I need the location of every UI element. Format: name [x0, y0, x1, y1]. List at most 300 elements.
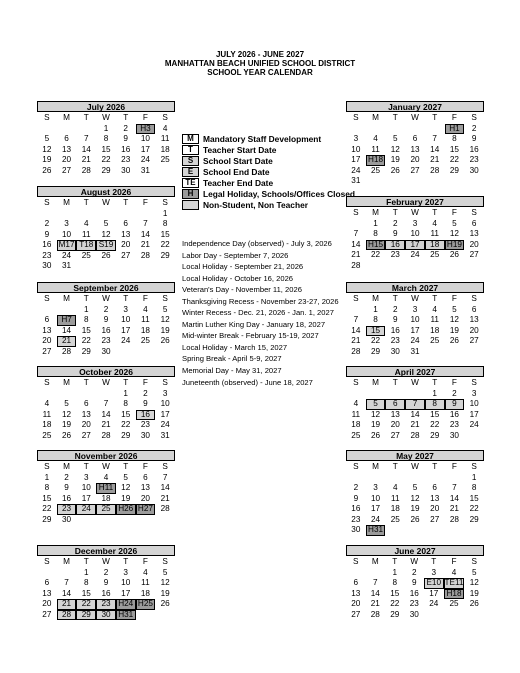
day-cell: 14: [101, 409, 111, 419]
day-cell: 8: [103, 134, 109, 143]
day-cell: 12: [101, 229, 111, 239]
day-cell: H27: [136, 504, 156, 515]
day-cell: 6: [64, 134, 69, 143]
day-cell: 23: [101, 336, 111, 345]
day-cell: 14: [351, 239, 361, 249]
weekday-header: M: [63, 557, 70, 566]
day-cell: 25: [351, 430, 361, 440]
title-line-2: MANHATTAN BEACH UNIFIED SCHOOL DISTRICT: [164, 59, 356, 68]
day-cell: 9: [44, 229, 50, 239]
weekday-header: T: [392, 378, 398, 387]
day-cell: 9: [393, 315, 398, 324]
month-calendar: [346, 196, 484, 271]
day-cell: 29: [101, 165, 111, 175]
blank-cell: [37, 568, 57, 579]
day-cell: 14: [62, 588, 72, 598]
day-cell: 1: [392, 567, 398, 577]
day-cell: 5: [44, 134, 50, 143]
blank-cell: [425, 124, 445, 135]
day-cell: 20: [121, 240, 131, 249]
day-cell: 2: [471, 123, 477, 133]
day-cell: 15: [42, 493, 52, 503]
weekday-header: S: [44, 198, 50, 207]
weekday-header: F: [142, 198, 148, 207]
blank-cell: [346, 568, 366, 579]
month-grid: [346, 378, 484, 441]
day-cell: 21: [410, 420, 420, 429]
weekday-header: T: [123, 198, 129, 207]
month-calendar: [37, 545, 175, 620]
day-cell: 18: [430, 325, 440, 335]
day-cell: 5: [123, 472, 128, 482]
day-cell: 23: [96, 599, 116, 610]
blank-cell: [57, 568, 77, 579]
day-cell: 5: [452, 304, 457, 314]
month-calendar: [37, 450, 175, 525]
day-cell: 7: [405, 399, 425, 410]
day-cell: 22: [469, 504, 479, 513]
holiday-item: Thanksgiving Recess - November 23-27, 2026: [182, 296, 339, 306]
month-title: June 2027: [346, 545, 484, 556]
day-cell: 21: [430, 155, 440, 164]
day-cell: 13: [42, 325, 52, 335]
day-cell: 27: [469, 336, 479, 345]
month-grid: [346, 113, 484, 187]
day-cell: 17: [469, 409, 479, 419]
day-cell: 24: [121, 336, 131, 345]
day-cell: 14: [370, 588, 380, 598]
legend-text: Non-Student, Non Teacher: [203, 199, 308, 210]
day-cell: 5: [412, 483, 418, 492]
day-cell: 1: [373, 218, 378, 228]
day-cell: 25: [96, 504, 116, 515]
day-cell: 3: [373, 483, 378, 492]
weekday-header: F: [451, 557, 457, 566]
blank-cell: [385, 473, 405, 484]
day-cell: 27: [62, 165, 72, 175]
day-cell: 25: [42, 430, 52, 440]
day-cell: 9: [411, 578, 417, 587]
day-cell: 5: [452, 218, 457, 228]
day-cell: 13: [410, 144, 420, 154]
day-cell: 2: [123, 123, 128, 133]
day-cell: 2: [452, 388, 457, 398]
day-cell: 26: [160, 336, 170, 345]
day-cell: 28: [160, 504, 170, 513]
day-cell: 16: [42, 240, 52, 249]
holiday-item: Veteran's Day - November 11, 2026: [182, 285, 302, 295]
day-cell: 8: [373, 315, 378, 324]
day-cell: 4: [373, 134, 378, 143]
day-cell: 25: [371, 165, 381, 175]
day-cell: 7: [353, 229, 359, 238]
month-title: November 2026: [37, 450, 175, 461]
day-cell: 28: [140, 250, 150, 260]
weekday-header: F: [142, 557, 148, 566]
day-cell: 22: [76, 599, 96, 610]
weekday-header: T: [392, 113, 398, 122]
legend-swatch: [182, 200, 199, 210]
day-cell: 2: [411, 567, 417, 577]
legend-code: E: [182, 167, 199, 177]
weekday-header: S: [471, 378, 477, 387]
blank-cell: [37, 209, 57, 220]
day-cell: H19: [445, 240, 465, 251]
day-cell: 24: [76, 504, 96, 515]
month-grid: [37, 113, 175, 176]
day-cell: 5: [162, 304, 168, 314]
day-cell: 4: [84, 219, 89, 228]
day-cell: 6: [44, 578, 50, 587]
day-cell: 10: [140, 134, 150, 143]
day-cell: 25: [430, 250, 440, 259]
blank-cell: [76, 124, 96, 135]
month-grid: [346, 208, 484, 271]
day-cell: 8: [392, 578, 398, 587]
day-cell: 24: [62, 250, 72, 260]
weekday-header: M: [372, 113, 379, 122]
day-cell: 13: [390, 409, 400, 419]
day-cell: 7: [143, 219, 148, 228]
day-cell: 4: [162, 123, 168, 133]
holiday-item: Winter Recess - Dec. 21, 2026 - Jan. 1, 2027: [182, 308, 334, 318]
day-cell: 22: [371, 336, 381, 345]
day-cell: 18: [351, 420, 361, 429]
day-cell: 16: [121, 144, 131, 154]
day-cell: 18: [101, 493, 111, 503]
month-calendar: [346, 282, 484, 357]
blank-cell: [37, 305, 57, 316]
day-cell: 20: [81, 420, 91, 429]
day-cell: 15: [449, 144, 459, 154]
day-cell: 9: [123, 134, 128, 143]
month-title: December 2026: [37, 545, 175, 556]
day-cell: 2: [393, 218, 398, 228]
month-title: April 2027: [346, 366, 484, 377]
day-cell: 14: [430, 144, 440, 154]
weekday-header: T: [392, 557, 398, 566]
holiday-item: Local Holiday - March 15, 2027: [182, 342, 288, 352]
day-cell: 11: [391, 493, 400, 503]
day-cell: 23: [57, 504, 77, 515]
day-cell: 21: [57, 336, 77, 347]
day-cell: 30: [449, 430, 459, 440]
day-cell: 13: [121, 229, 131, 239]
month-calendar: [346, 450, 484, 536]
day-cell: 23: [409, 599, 419, 608]
blank-cell: [385, 124, 405, 135]
day-cell: 2: [143, 388, 148, 398]
day-cell: 8: [84, 578, 89, 587]
day-cell: 7: [103, 399, 109, 408]
day-cell: 14: [140, 229, 150, 239]
day-cell: 7: [432, 134, 437, 143]
day-cell: H26: [116, 504, 136, 515]
day-cell: 30: [62, 514, 72, 524]
day-cell: 5: [103, 219, 109, 228]
legend-item: [182, 166, 355, 177]
blank-cell: [425, 473, 445, 484]
day-cell: 31: [351, 176, 361, 185]
day-cell: 26: [101, 250, 111, 260]
day-cell: 29: [430, 430, 440, 440]
day-cell: 29: [449, 165, 459, 175]
blank-cell: [405, 124, 425, 135]
legend-item: [182, 144, 355, 155]
month-grid: [37, 557, 175, 620]
day-cell: 13: [42, 588, 52, 598]
day-cell: 6: [123, 219, 128, 228]
day-cell: 27: [469, 250, 479, 259]
month-calendar: [37, 101, 175, 176]
day-cell: 23: [140, 420, 150, 429]
month-calendar: [37, 282, 175, 357]
day-cell: 28: [449, 514, 459, 524]
day-cell: 20: [62, 155, 72, 164]
weekday-header: T: [123, 113, 129, 122]
day-cell: 20: [390, 420, 400, 429]
weekday-header: T: [123, 294, 129, 303]
weekday-header: S: [44, 113, 50, 122]
day-cell: 17: [81, 493, 91, 503]
day-cell: 3: [353, 134, 359, 143]
weekday-header: F: [451, 294, 457, 303]
day-cell: 12: [121, 483, 131, 492]
weekday-header: S: [44, 294, 50, 303]
weekday-header: W: [102, 198, 110, 207]
day-cell: 15: [390, 588, 400, 598]
day-cell: 3: [412, 218, 418, 228]
legend-text: Mandatory Staff Development: [203, 133, 322, 144]
blank-cell: [96, 209, 116, 220]
weekday-header: T: [432, 113, 438, 122]
calendar-title: [0, 50, 520, 77]
weekday-header: S: [353, 378, 359, 387]
day-cell: H18: [444, 589, 465, 600]
legend-item: [182, 177, 355, 188]
month-calendar: [346, 545, 484, 620]
day-cell: 27: [42, 346, 52, 356]
day-cell: 24: [371, 514, 381, 524]
day-cell: 29: [76, 610, 96, 621]
weekday-header: S: [162, 378, 168, 387]
day-cell: 9: [64, 483, 69, 492]
day-cell: 4: [103, 472, 109, 482]
weekday-header: S: [44, 557, 50, 566]
weekday-header: W: [102, 294, 110, 303]
day-cell: 23: [390, 336, 400, 345]
day-cell: 24: [351, 165, 361, 175]
day-cell: 17: [140, 144, 150, 154]
day-cell: 26: [410, 514, 420, 524]
weekday-header: M: [63, 113, 70, 122]
weekday-header: M: [372, 208, 379, 217]
day-cell: 20: [140, 493, 150, 503]
day-cell: 29: [371, 346, 381, 356]
day-cell: 8: [44, 483, 50, 492]
blank-cell: [366, 124, 386, 135]
day-cell: 14: [410, 409, 420, 419]
day-cell: 3: [123, 304, 128, 314]
weekday-header: F: [451, 113, 457, 122]
day-cell: 30: [409, 609, 419, 619]
day-cell: 29: [42, 514, 52, 524]
day-cell: H3: [136, 124, 156, 135]
day-cell: 3: [123, 567, 128, 577]
day-cell: 28: [410, 430, 420, 440]
day-cell: 14: [351, 325, 361, 335]
month-title: March 2027: [346, 282, 484, 293]
blank-cell: [136, 209, 156, 220]
month-grid: [37, 378, 175, 441]
holiday-item: Spring Break - April 5-9, 2027: [182, 354, 282, 364]
weekday-header: S: [162, 294, 168, 303]
day-cell: 24: [410, 336, 420, 345]
holiday-item: Mid-winter Break - February 15-19, 2027: [182, 331, 319, 341]
day-cell: 13: [62, 144, 72, 154]
weekday-header: T: [432, 378, 438, 387]
day-cell: 8: [373, 229, 378, 238]
month-calendar: [37, 366, 175, 441]
weekday-header: S: [44, 462, 50, 471]
day-cell: 3: [162, 388, 168, 398]
month-title: February 2027: [346, 196, 484, 207]
weekday-header: W: [411, 294, 419, 303]
weekday-header: T: [83, 462, 89, 471]
month-title: October 2026: [37, 366, 175, 377]
weekday-header: S: [353, 294, 359, 303]
day-cell: 28: [101, 430, 111, 440]
day-cell: 21: [57, 599, 77, 610]
legend-code: M: [182, 134, 199, 144]
day-cell: 16: [409, 588, 419, 598]
day-cell: 7: [64, 578, 69, 587]
day-cell: 6: [353, 578, 359, 587]
day-cell: 29: [469, 514, 479, 524]
day-cell: 8: [471, 483, 477, 492]
day-cell: 16: [449, 409, 459, 419]
day-cell: 2: [103, 304, 109, 314]
weekday-header: M: [372, 378, 379, 387]
day-cell: 1: [44, 472, 50, 482]
weekday-header: S: [353, 462, 359, 471]
legend-text: Legal Holiday, Schools/Offices Closed: [203, 188, 356, 199]
day-cell: 28: [62, 346, 72, 356]
day-cell: 8: [452, 134, 457, 143]
day-cell: 23: [42, 250, 52, 260]
holiday-item: Local Holiday - September 21, 2026: [182, 262, 304, 272]
holiday-item: Labor Day - September 7, 2026: [182, 250, 289, 260]
weekday-header: S: [162, 113, 168, 122]
day-cell: 17: [429, 588, 439, 598]
day-cell: 16: [385, 240, 405, 251]
day-cell: 19: [160, 588, 170, 598]
day-cell: 8: [123, 399, 128, 408]
weekday-header: W: [102, 557, 110, 566]
weekday-header: F: [142, 378, 148, 387]
day-cell: 27: [390, 430, 400, 440]
weekday-header: T: [83, 294, 89, 303]
weekday-header: F: [451, 208, 457, 217]
day-cell: 13: [351, 588, 361, 598]
weekday-header: S: [471, 294, 477, 303]
month-calendar: [37, 186, 175, 272]
day-cell: 12: [42, 144, 52, 154]
day-cell: 19: [449, 325, 459, 335]
day-cell: 15: [101, 144, 111, 154]
day-cell: 12: [449, 315, 459, 324]
day-cell: 2: [64, 472, 69, 482]
weekday-header: T: [392, 208, 398, 217]
weekday-header: T: [123, 378, 129, 387]
day-cell: 19: [371, 420, 381, 429]
day-cell: 23: [469, 155, 479, 164]
day-cell: M17: [58, 240, 75, 249]
weekday-header: M: [63, 378, 70, 387]
day-cell: 1: [123, 388, 128, 398]
day-cell: 6: [385, 399, 405, 410]
day-cell: 10: [410, 229, 420, 238]
day-cell: 29: [121, 430, 131, 440]
day-cell: 20: [42, 336, 52, 345]
legend-text: Teacher Start Date: [203, 144, 277, 155]
day-cell: 4: [44, 399, 50, 408]
blank-cell: [57, 305, 77, 316]
day-cell: 29: [390, 609, 400, 619]
day-cell: 17: [410, 325, 420, 335]
day-cell: 19: [121, 493, 131, 503]
day-cell: 7: [84, 134, 89, 143]
day-cell: 24: [140, 155, 150, 164]
day-cell: 21: [101, 420, 111, 429]
day-cell: 8: [162, 219, 168, 228]
day-cell: 11: [430, 315, 439, 324]
day-cell: 10: [351, 144, 361, 154]
day-cell: 30: [42, 261, 52, 270]
legend-code: TE: [182, 178, 199, 188]
day-cell: 30: [101, 346, 111, 356]
day-cell: 1: [373, 304, 378, 314]
day-cell: 22: [390, 599, 400, 608]
weekday-header: M: [63, 198, 70, 207]
day-cell: H18: [366, 155, 386, 166]
day-cell: 2: [353, 483, 359, 492]
day-cell: H31: [116, 610, 136, 621]
weekday-header: F: [142, 462, 148, 471]
day-cell: 26: [449, 250, 459, 259]
legend-code: T: [182, 145, 199, 155]
day-cell: 22: [371, 250, 381, 259]
month-grid: [346, 462, 484, 536]
weekday-header: W: [411, 208, 419, 217]
day-cell: 27: [121, 250, 131, 260]
day-cell: 18: [160, 144, 170, 154]
day-cell: 30: [351, 525, 361, 534]
day-cell: 9: [471, 134, 477, 143]
day-cell: 22: [430, 420, 440, 429]
day-cell: 27: [410, 165, 420, 175]
day-cell: 5: [162, 567, 168, 577]
month-grid: [37, 198, 175, 272]
day-cell: 28: [351, 260, 361, 270]
day-cell: 11: [371, 144, 380, 154]
day-cell: 4: [143, 567, 148, 577]
title-line-1: JULY 2026 - JUNE 2027: [215, 50, 305, 59]
day-cell: 5: [366, 399, 386, 410]
day-cell: 9: [353, 493, 359, 503]
blank-cell: [346, 473, 366, 484]
weekday-header: W: [410, 557, 419, 566]
